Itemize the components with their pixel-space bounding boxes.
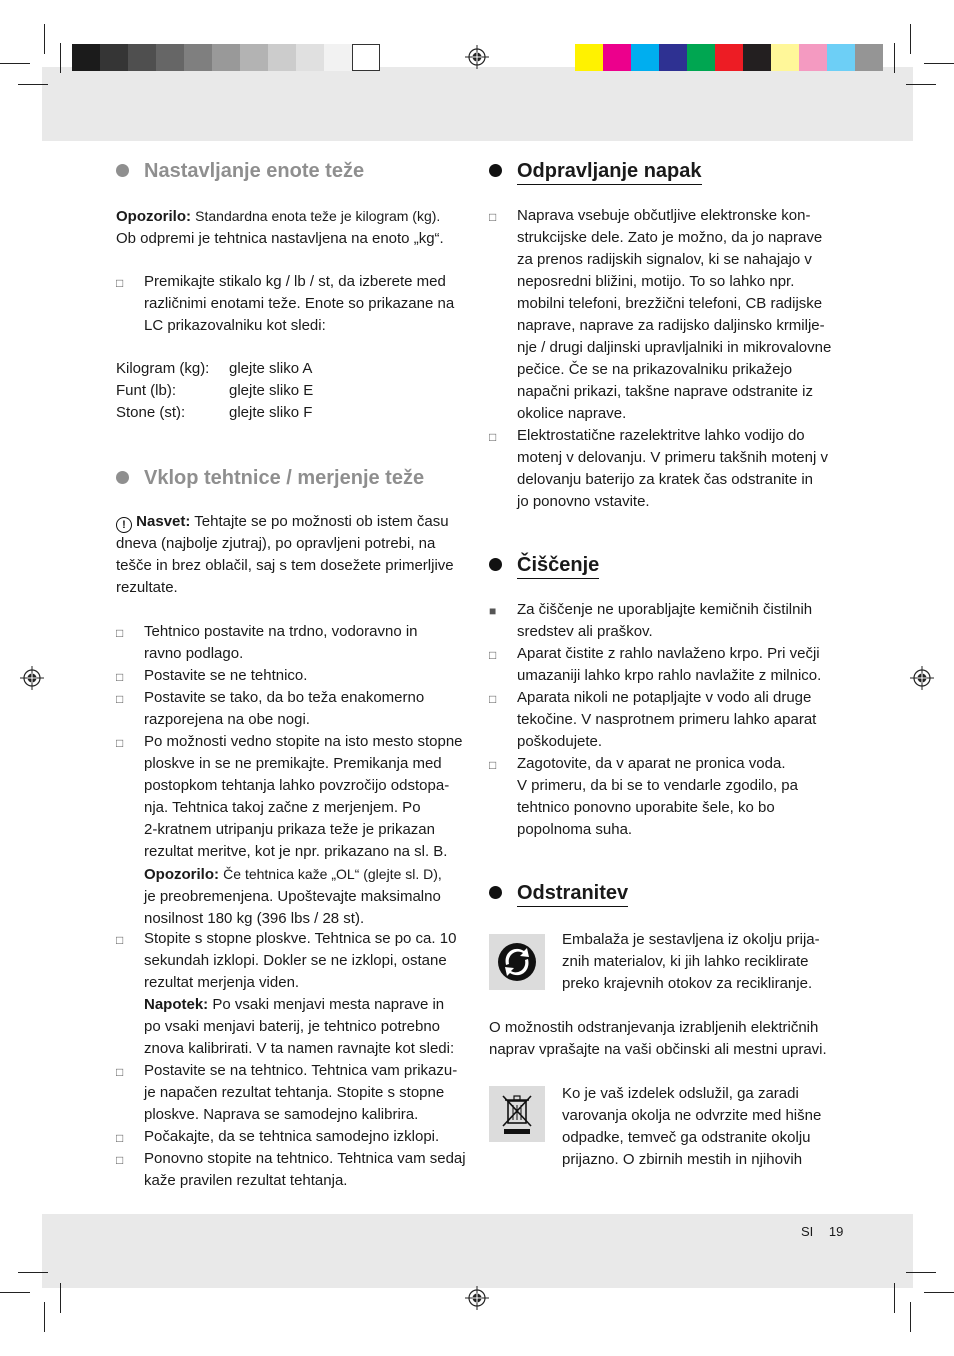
list-item <box>116 621 468 665</box>
warning-label: Opozorilo: <box>116 208 191 225</box>
section-heading-disposal <box>489 880 844 906</box>
body-text: preko krajevnih otokov za recikliranje. <box>562 975 813 992</box>
note-text: po vsaki menjavi baterij, je tehtnico potrebno <box>144 1018 441 1035</box>
unit-ref: glejte sliko A <box>229 360 313 377</box>
unit-row <box>116 358 312 380</box>
crop-mark <box>894 1283 895 1313</box>
body-text: odpadke, temveč ga odstranite okolju <box>562 1129 811 1146</box>
bullet-square-icon: □ <box>116 692 124 706</box>
body-text: prijazno. O zbirnih mestih in njihovih <box>562 1151 803 1168</box>
body-text: znih materialov, ki jih lahko reciklirate <box>562 953 809 970</box>
bullet-dot-icon <box>116 164 129 177</box>
crop-mark <box>910 1302 911 1332</box>
list-text: strukcijske dele. Zato je možno, da jo naprave <box>517 229 823 246</box>
recycling-arrows-icon <box>489 934 545 990</box>
page-footer <box>801 1224 843 1239</box>
bullet-square-icon: □ <box>116 933 124 947</box>
unit-name: Kilogram (kg): <box>116 360 210 377</box>
list-text: Elektrostatične razelektritve lahko vodijo do <box>517 427 805 444</box>
page-number: 19 <box>828 1224 844 1239</box>
body-text: naprav vprašajte na vaši občinski ali mestni upravi. <box>489 1041 827 1058</box>
list-text: Stopite s stopne ploskve. Tehtnica se po ca. 10 <box>144 930 457 947</box>
heading-text: Odpravljanje napak <box>517 158 702 185</box>
list-text: Po možnosti vedno stopite na isto mesto stopne <box>144 733 463 750</box>
warning-label: Opozorilo: <box>144 866 219 883</box>
list-text: Aparat čistite z rahlo navlaženo krpo. Pri večji <box>517 645 820 662</box>
list-text: sekundah izklopi. Dokler se ne izklopi, ostane <box>144 952 447 969</box>
list-text: 2-kratnem utripanju prikaza teže je prikazan <box>144 821 435 838</box>
list-text: Naprava vsebuje občutljive elektronske kon- <box>517 207 811 224</box>
warning-text: Standardna enota teže je kilogram (kg). <box>195 208 441 224</box>
list-text: umazaniji lahko krpo rahlo navlažite z milnico. <box>517 667 822 684</box>
list-text: tekočine. V nasprotnem primeru lahko aparat <box>517 711 817 728</box>
list-text: Postavite se na tehtnico. Tehtnica vam prikazu- <box>144 1062 458 1079</box>
note-text: Po vsaki menjavi mesta naprave in <box>212 996 445 1013</box>
crop-mark <box>44 24 45 54</box>
unit-warning <box>116 205 468 250</box>
bullet-dot-icon <box>489 164 502 177</box>
unit-name: Stone (st): <box>116 404 186 421</box>
warning-text: je preobremenjena. Upoštevajte maksimalno <box>144 888 441 905</box>
crop-mark <box>18 1272 48 1273</box>
bullet-square-icon: □ <box>489 758 497 772</box>
unit-ref: glejte sliko F <box>229 404 313 421</box>
bullet-square-icon: □ <box>116 670 124 684</box>
tip-text: dneva (najbolje zjutraj), po opravljeni potrebi, na <box>116 535 436 552</box>
weee-text <box>562 1083 844 1171</box>
list-text: nje / drugi daljinski upravljalniki in mikrovalovne <box>517 339 832 356</box>
bullet-square-icon: □ <box>116 276 124 290</box>
list-text: je napačen rezultat tehtanja. Stopite s stopne <box>144 1084 445 1101</box>
color-swatch <box>72 44 100 71</box>
crop-mark <box>894 43 895 73</box>
body-text: Embalaža je sestavljena iz okolju prija- <box>562 931 820 948</box>
bullet-filled-square-icon: ■ <box>489 604 497 618</box>
body-text: O možnostih odstranjevanja izrabljenih električnih <box>489 1019 819 1036</box>
registration-mark-icon <box>465 1286 489 1310</box>
list-text: za prenos radijskih signalov, ki se nahajajo v <box>517 251 812 268</box>
exclamation-circle-icon: ! <box>116 517 132 533</box>
list-text: pečice. Če se na prikazovalniku prikažejo <box>517 361 793 378</box>
crop-mark <box>60 1283 61 1313</box>
bullet-dot-icon <box>489 886 502 899</box>
left-column <box>116 0 468 1356</box>
bullet-square-icon: □ <box>116 736 124 750</box>
tip-text: Tehtajte se po možnosti ob istem času <box>194 513 449 530</box>
list-text: Postavite se tako, da bo teža enakomerno <box>144 689 425 706</box>
crop-mark <box>0 1292 30 1293</box>
tip-label: Nasvet: <box>136 513 191 530</box>
disposal-info-text <box>489 1017 844 1061</box>
right-column <box>489 0 844 1356</box>
list-text: neposredni bližini, motijo. To so lahko npr. <box>517 273 795 290</box>
list-text: sredstev ali praškov. <box>517 623 653 640</box>
list-text: ploskve in se ne premikajte. Premikanja med <box>144 755 442 772</box>
body-text: Ko je vaš izdelek odslužil, ga zaradi <box>562 1085 799 1102</box>
list-item <box>489 599 844 643</box>
crop-mark <box>60 43 61 73</box>
bullet-dot-icon <box>116 471 129 484</box>
color-swatch <box>855 44 883 71</box>
list-text: ravno podlago. <box>144 645 244 662</box>
unit-row <box>116 402 312 424</box>
list-text: Za čiščenje ne uporabljajte kemičnih čistilnih <box>517 601 813 618</box>
list-text: Počakajte, da se tehtnica samodejno izklopi. <box>144 1128 440 1145</box>
list-text: Tehtnico postavite na trdno, vodoravno in <box>144 623 418 640</box>
list-text: razporejena na obe nogi. <box>144 711 310 728</box>
registration-mark-icon <box>910 666 934 690</box>
list-item <box>116 271 468 337</box>
note-label: Napotek: <box>144 996 209 1013</box>
crop-mark <box>906 84 936 85</box>
bullet-square-icon: □ <box>116 1153 124 1167</box>
list-text: ploskve. Naprava se samodejno kalibrira. <box>144 1106 419 1123</box>
list-item <box>116 1126 468 1148</box>
crop-mark <box>924 63 954 64</box>
bullet-square-icon: □ <box>489 430 497 444</box>
list-text: naprave, naprave za radijsko daljinsko krmilje- <box>517 317 825 334</box>
registration-mark-icon <box>20 666 44 690</box>
body-text: varovanja okolja ne odvrzite med hišne <box>562 1107 822 1124</box>
list-text: Zagotovite, da v aparat ne pronica voda. <box>517 755 786 772</box>
bullet-dot-icon <box>489 558 502 571</box>
list-text: poškodujete. <box>517 733 603 750</box>
list-text: okolice naprave. <box>517 405 627 422</box>
registration-mark-icon <box>465 45 489 69</box>
list-text: jo ponovno vstavite. <box>517 493 650 510</box>
list-text: popolnoma suha. <box>517 821 633 838</box>
list-item <box>489 425 844 513</box>
list-text: napačni prikazi, takšne naprave odstranite iz <box>517 383 814 400</box>
list-item <box>116 731 468 930</box>
list-item <box>116 665 468 687</box>
crop-mark <box>18 84 48 85</box>
section-heading-weighing <box>116 465 468 491</box>
list-item <box>489 687 844 753</box>
tip-text: rezultate. <box>116 579 178 596</box>
crop-mark <box>924 1292 954 1293</box>
bullet-square-icon: □ <box>489 648 497 662</box>
tip-paragraph <box>116 511 468 599</box>
unit-row <box>116 380 313 402</box>
list-text: rezultat merjenja viden. <box>144 974 300 991</box>
bullet-square-icon: □ <box>489 210 497 224</box>
list-item <box>116 928 468 1060</box>
warning-text: Če tehtnica kaže „OL“ (glejte sl. D), <box>223 866 442 882</box>
language-code: SI <box>801 1224 814 1239</box>
list-item <box>489 205 844 425</box>
list-text: tehtnico ponovno uporabite šele, ko bo <box>517 799 775 816</box>
list-text: LC prikazovalniku kot sledi: <box>144 317 326 334</box>
list-text: V primeru, da bi se to vendarle zgodilo, pa <box>517 777 798 794</box>
list-text: postopkom tehtanja lahko povzročijo odstopa- <box>144 777 450 794</box>
list-item <box>116 687 468 731</box>
list-item <box>489 643 844 687</box>
packaging-text <box>562 929 844 995</box>
heading-text: Vklop tehtnice / merjenje teže <box>144 467 425 489</box>
list-text: mobilni telefoni, brezžični telefoni, CB radijske <box>517 295 823 312</box>
crop-mark <box>44 1302 45 1332</box>
list-text: Postavite se ne tehtnico. <box>144 667 308 684</box>
unit-name: Funt (lb): <box>116 382 177 399</box>
crop-mark <box>906 1272 936 1273</box>
bullet-square-icon: □ <box>116 626 124 640</box>
bullet-square-icon: □ <box>116 1065 124 1079</box>
section-heading-troubleshooting <box>489 158 844 184</box>
crop-mark <box>0 63 30 64</box>
unit-ref: glejte sliko E <box>229 382 314 399</box>
list-text: kaže pravilen rezultat tehtanja. <box>144 1172 348 1189</box>
crossed-out-bin-icon <box>489 1086 545 1142</box>
crop-mark <box>910 24 911 54</box>
list-item <box>489 753 844 841</box>
warning-text: Ob odpremi je tehtnica nastavljena na enoto „kg“. <box>116 230 444 247</box>
list-text: delovanju baterijo za kratek čas odstranite in <box>517 471 814 488</box>
section-heading-cleaning <box>489 552 844 578</box>
bullet-square-icon: □ <box>116 1131 124 1145</box>
list-text: motenj v delovanju. V primeru takšnih motenj v <box>517 449 828 466</box>
section-heading-units <box>116 158 468 184</box>
bullet-square-icon: □ <box>489 692 497 706</box>
list-text: nja. Tehtnica takoj začne z merjenjem. Po <box>144 799 421 816</box>
note-text: znova kalibrirati. V ta namen ravnajte kot sledi: <box>144 1040 455 1057</box>
heading-text: Odstranitev <box>517 880 628 907</box>
list-item <box>116 1148 468 1192</box>
list-text: Aparata nikoli ne potapljajte v vodo ali druge <box>517 689 812 706</box>
list-text: Ponovno stopite na tehtnico. Tehtnica vam sedaj <box>144 1150 466 1167</box>
tip-text: tešče in brez oblačil, saj s tem dosežete primerljive <box>116 557 454 574</box>
list-text: različnimi enotami teže. Enote so prikazane na <box>144 295 455 312</box>
warning-text: nosilnost 180 kg (396 lbs / 28 st). <box>144 910 365 927</box>
list-item <box>116 1060 468 1126</box>
heading-text: Čiščenje <box>517 552 599 579</box>
heading-text: Nastavljanje enote teže <box>144 160 365 182</box>
list-text: Premikajte stikalo kg / lb / st, da izberete med <box>144 273 446 290</box>
list-text: rezultat meritve, kot je npr. prikazano na sl. B. <box>144 843 448 860</box>
